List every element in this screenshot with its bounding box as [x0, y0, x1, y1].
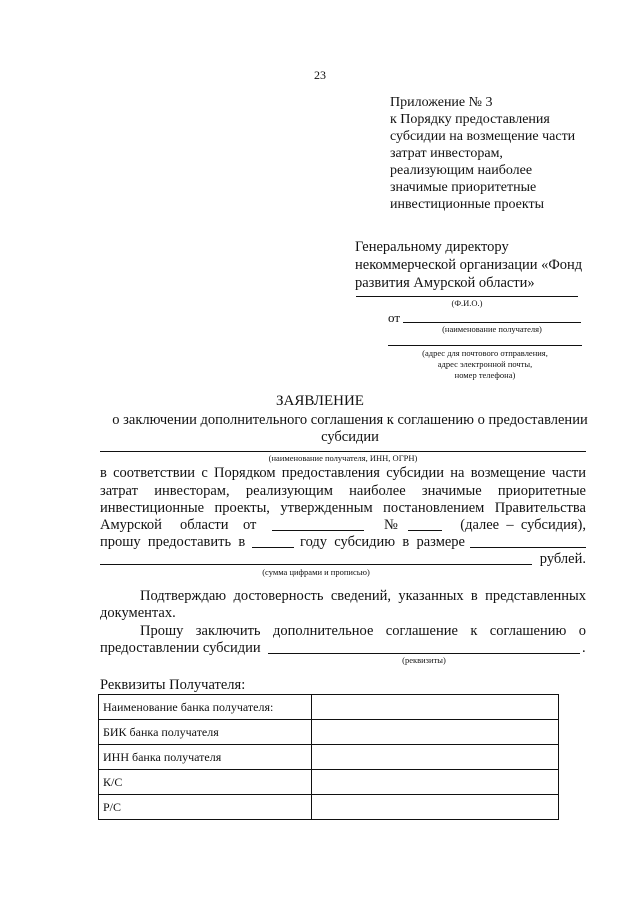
appendix-line: Приложение № 3 — [390, 95, 493, 110]
addressee-line: Генеральному директору — [355, 239, 509, 255]
address-field[interactable] — [388, 345, 582, 346]
body-line-1: в соответствии с Порядком предоставления субсидии на возмещение части — [100, 465, 586, 481]
appendix-header — [390, 94, 575, 213]
fio-caption: (Ф.И.О.) — [451, 298, 483, 308]
requisite-value[interactable] — [312, 745, 559, 770]
body-line-3: инвестиционные проекты, утвержденным постановлением Правительства — [100, 500, 586, 516]
request-line-1: Прошу заключить дополнительное соглашение к соглашению о — [140, 623, 586, 639]
requisite-label: ИНН банка получателя — [99, 745, 312, 770]
appendix-line: затрат инвесторам, — [390, 146, 503, 161]
appendix-line: значимые приоритетные — [390, 180, 537, 195]
recipient-name-field[interactable] — [403, 322, 581, 323]
confirm-line-2: документах. — [100, 605, 176, 621]
body-line-4-end: (далее – субсидия), — [460, 517, 586, 533]
requisites-table — [98, 694, 559, 820]
number-sign: № — [384, 517, 398, 533]
statement-recipient-field[interactable] — [100, 451, 586, 452]
body-line-6 — [100, 551, 586, 568]
body-line-4 — [100, 517, 586, 534]
addressee — [355, 238, 582, 292]
requisite-value[interactable] — [312, 695, 559, 720]
recipient-caption: (наименование получателя) — [442, 324, 542, 334]
requisite-value[interactable] — [312, 720, 559, 745]
date-field[interactable] — [272, 518, 364, 531]
body-line-4-start: Амурской области от — [100, 517, 257, 533]
requisites-caption: (реквизиты) — [402, 655, 446, 665]
table-row — [99, 745, 559, 770]
address-caption-line: (адрес для почтового отправления, — [422, 348, 548, 358]
statement-recipient-caption: (наименование получателя, ИНН, ОГРН) — [268, 453, 418, 463]
body-line-5-start: прошу предоставить в — [100, 534, 246, 550]
address-caption — [388, 348, 582, 381]
rubles-label: рублей. — [539, 551, 586, 567]
requisites-title: Реквизиты Получателя: — [100, 677, 246, 693]
request-line-2-dot: . — [582, 640, 586, 656]
body-line-5 — [100, 534, 586, 551]
fio-field[interactable] — [356, 296, 578, 297]
requisite-label: К/С — [99, 770, 312, 795]
appendix-line: реализующим наиболее — [390, 163, 533, 178]
requisite-value[interactable] — [312, 770, 559, 795]
requisite-label: Р/С — [99, 795, 312, 820]
statement-title: ЗАЯВЛЕНИЕ — [276, 393, 364, 409]
table-row — [99, 720, 559, 745]
requisite-label: БИК банка получателя — [99, 720, 312, 745]
address-caption-line: адрес электронной почты, — [437, 359, 533, 369]
from-label: от — [388, 310, 401, 325]
body-line-2: затрат инвесторам, реализующим наиболее значимые приоритетные — [100, 483, 586, 499]
table-row — [99, 795, 559, 820]
confirm-line-1: Подтверждаю достоверность сведений, указанных в представленных — [140, 588, 586, 604]
addressee-line: некоммерческой организации «Фонд — [355, 257, 583, 273]
requisite-label: Наименование банка получателя: — [99, 695, 312, 720]
sum-caption: (сумма цифрами и прописью) — [262, 567, 370, 577]
requisite-value[interactable] — [312, 795, 559, 820]
amount-field-start[interactable] — [470, 535, 586, 548]
table-row — [99, 770, 559, 795]
appendix-line: инвестиционные проекты — [390, 197, 545, 212]
number-field[interactable] — [408, 518, 442, 531]
table-row — [99, 695, 559, 720]
appendix-line: субсидии на возмещение части — [390, 129, 576, 144]
addressee-line: развития Амурской области» — [355, 275, 535, 291]
year-field[interactable] — [252, 535, 294, 548]
request-line-2-text: предоставлении субсидии — [100, 640, 261, 656]
appendix-line: к Порядку предоставления — [390, 112, 550, 127]
body-line-5-middle: году субсидию в размере — [300, 534, 465, 550]
address-caption-line: номер телефона) — [454, 370, 516, 380]
statement-subtitle-line2: субсидии — [321, 429, 379, 445]
amount-field[interactable] — [100, 552, 532, 565]
page-number: 23 — [314, 68, 326, 82]
statement-subtitle-line1: о заключении дополнительного соглашения к соглашению о предоставлении — [112, 412, 588, 428]
requisites-field[interactable] — [268, 641, 580, 654]
